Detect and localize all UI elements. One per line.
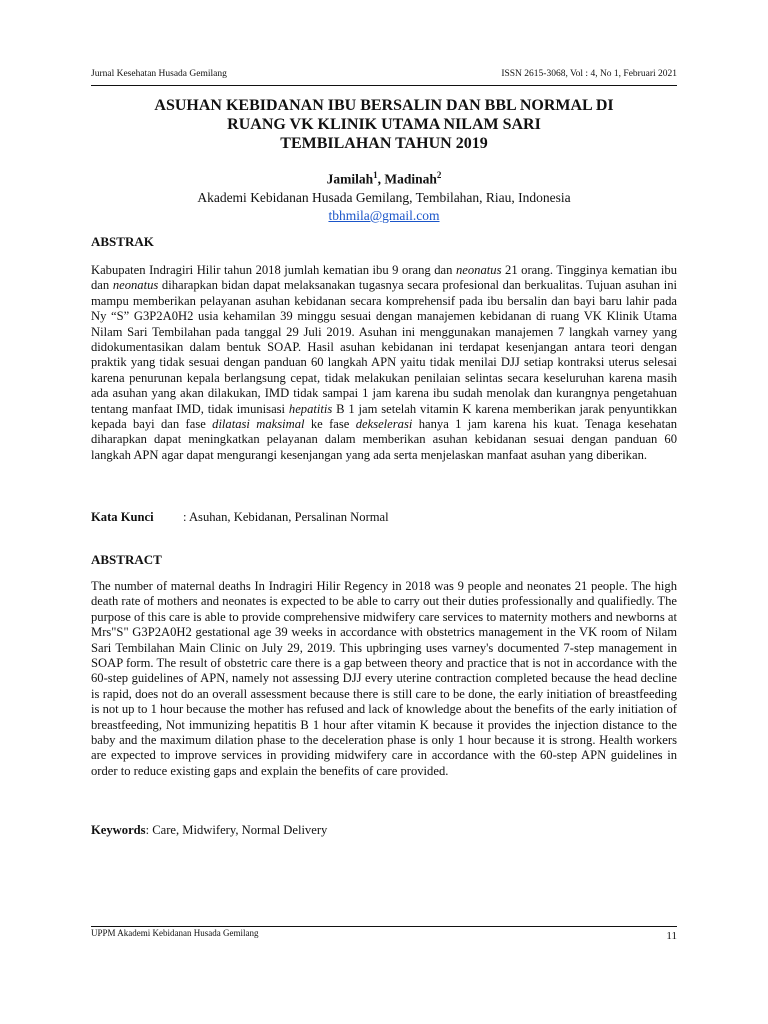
kata-kunci-value: : Asuhan, Kebidanan, Persalinan Normal — [183, 510, 389, 524]
author-1-affil: 1 — [373, 170, 378, 180]
abstrak-text-5: ke fase — [304, 417, 356, 432]
page-number: 11 — [666, 930, 677, 942]
author-email-link[interactable]: tbhmila@gmail.com — [328, 207, 440, 223]
abstrak-text-3: diharapkan bidan dapat melaksanakan tugasnya secara profesional dan berkualitas. Tujuan asuhan ini mampu memberikan pelayanan asuhan kebidanan secara komprehensif pada ibu bersalin dan bayi baru lahir pada Ny “S” G3P2A0H2 usia kehamilan 39 minggu sesuai dengan manajemen kebidanan di ruang VK Klinik Utama Nilam Sari Tembilahan pada tanggal 29 Juli 2019. Asuhan ini menggunakan manajemen 7 langkah varney yang didokumentasikan dalam bentuk SOAP. Hasil asuhan kebidanan ini terdapat kesenjangan antara teori dengan praktik yang tidak sesuai dengan panduan 60 langkah APN yaitu tidak menilai DJJ setiap kontraksi uterus selesai karena penurunan kepala berlangsung cepat, tidak melakukan penilaian selintas secara keseluruhan karena masih ada asuhan yang akan dilakukan, IMD tidak sampai 1 jam karena ibu sudah menolak dan kurangnya pengetahuan tentang manfaat IMD, tidak imunisasi — [91, 278, 677, 416]
abstrak-text-1: Kabupaten Indragiri Hilir tahun 2018 jumlah kematian ibu 9 orang dan — [91, 263, 456, 277]
abstrak-text-6: hanya 1 jam karena his kuat. Tenaga kesehatan diharapkan dapat meningkatkan pelayanan dalam memberikan asuhan kebidanan sesuai dengan panduan 60 langkah APN agar dapat mengurangi kesenjangan yang ada serta menjelaskan manfaat asuhan yang diberikan. — [91, 417, 677, 462]
running-footer — [91, 926, 677, 941]
author-2-affil: 2 — [436, 170, 442, 180]
author-1: Jamilah — [326, 171, 374, 187]
running-header — [91, 69, 677, 86]
title-line-2: RUANG VK KLINIK UTAMA NILAM SARI — [227, 116, 541, 133]
abstrak-italic-3: hepatitis — [288, 401, 333, 416]
title-line-1: ASUHAN KEBIDANAN IBU BERSALIN DAN BBL NORMAL DI — [154, 97, 614, 114]
keywords-value: : Care, Midwifery, Normal Delivery — [145, 823, 328, 837]
kata-kunci-label: Kata Kunci — [91, 510, 154, 524]
abstrak-italic-4: dilatasi maksimal — [212, 417, 305, 432]
kata-kunci-line — [91, 510, 389, 525]
abstrak-body — [91, 263, 677, 463]
title-line-3: TEMBILAHAN TAHUN 2019 — [280, 135, 488, 152]
author-block — [91, 166, 677, 225]
abstrak-italic-2: neonatus — [112, 278, 159, 293]
author-names: Jamilah$^1$, Madinah$^2$ — [326, 170, 442, 187]
paper-title — [91, 96, 677, 153]
journal-name: Jurnal Kesehatan Husada Gemilang — [91, 69, 227, 79]
abstrak-text-4: B 1 jam setelah vitamin K karena memberikan jarak penyuntikkan kepada bayi dan fase — [91, 401, 677, 432]
affiliation: Akademi Kebidanan Husada Gemilang, Tembilahan, Riau, Indonesia — [197, 189, 571, 205]
abstrak-italic-1: neonatus — [456, 263, 502, 277]
author-2: Madinah — [384, 171, 437, 187]
abstrak-heading: ABSTRAK — [91, 234, 154, 249]
abstract-body: The number of maternal deaths In Indragiri Hilir Regency in 2018 was 9 people and neonates 21 people. The high death rate of mothers and neonates is expected to be able to carry out their duties professionally and qualifiedly. The purpose of this care is able to provide comprehensive midwifery care services to maternity mothers and newborns at Mrs"S" G3P2A0H2 gestational age 39 weeks in accordance with obstetrics management in the VK room of Nilam Sari Tembilahan Main Clinic on July 29, 2019. This upbringing uses varney's documented 7-step management in SOAP form. The result of obstetric care there is a gap between theory and practice that is not in accordance with the 60-step guidelines of APN, namely not assessing DJJ every uterine contraction completed because the head decline is rapid, does not do an overall assessment because there is still care to be done, the early initiation of breastfeeding is not up to 1 hour because the mother has refused and lack of knowledge about the benefits of the early initiation of breastfeeding, Not immunizing hepatitis B 1 hour after vitamin K because it provides the injection distance to the baby and the maximum dilation phase to the deceleration phase is only 1 hour because it is strong. Health workers are expected to improve services in providing midwifery care in accordance with the 60-step APN guidelines in order to reduce existing gaps and explain the benefits of care provided. — [91, 579, 677, 778]
abstract-heading: ABSTRACT — [91, 552, 162, 567]
keywords-line — [91, 823, 327, 838]
keywords-label: Keywords — [91, 823, 146, 837]
abstrak-text-2: 21 orang. Tingginya kematian ibu dan — [91, 263, 677, 293]
issn-info: ISSN 2615-3068, Vol : 4, No 1, Februari 2021 — [501, 69, 677, 79]
abstrak-italic-5: dekselerasi — [355, 417, 413, 432]
footer-institution: UPPM Akademi Kebidanan Husada Gemilang — [91, 928, 259, 938]
